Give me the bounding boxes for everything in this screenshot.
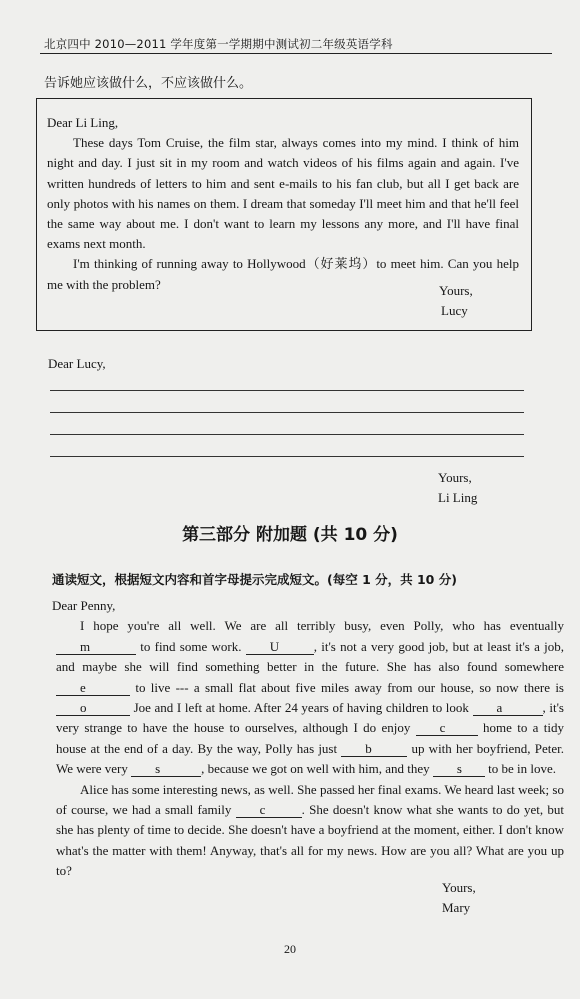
writing-line[interactable] xyxy=(50,412,524,413)
letter-closing: Yours, xyxy=(439,283,473,298)
passage-text: up with her boyfriend, Peter. We were very xyxy=(56,740,564,777)
passage-paragraph xyxy=(56,780,564,882)
passage-text: , it's very strange to have the house to ourselves, although I do enjoy xyxy=(56,700,564,736)
cloze-passage xyxy=(52,596,564,882)
cloze-blank-10[interactable]: c xyxy=(236,803,302,818)
writing-line[interactable] xyxy=(50,390,524,391)
cloze-blank-1[interactable]: m xyxy=(56,640,136,655)
passage-text: home to a tidy house at the end of a day. By the way, Polly has just xyxy=(56,720,564,756)
reply-greeting: Dear Lucy, xyxy=(48,356,106,371)
writing-line[interactable] xyxy=(50,456,524,457)
cloze-blank-5[interactable]: a xyxy=(473,701,543,716)
passage-text: Alice has some interesting news, as well. She passed her final exams. We heard last week; so of course, we had a small family xyxy=(56,781,564,818)
letter-body xyxy=(47,113,519,295)
passage-text: Joe and I left at home. After 24 years of having children to look xyxy=(130,700,473,716)
letter-paragraph: I'm thinking of running away to Hollywood（好莱坞）to meet him. Can you help me with the problem? xyxy=(47,256,519,292)
passage-text: to find some work. xyxy=(136,638,246,654)
cloze-blank-8[interactable]: s xyxy=(131,762,201,777)
letter-greeting: Dear Li Ling, xyxy=(47,115,119,130)
page-number: 20 xyxy=(284,942,296,956)
passage-text: I hope you're all well. We are all terribly busy, even Polly, who has eventually xyxy=(80,618,564,634)
passage-text: to live --- a small flat about five miles away from our house, so now there is xyxy=(130,679,564,695)
writing-line[interactable] xyxy=(50,434,524,435)
section-instruction: 通读短文，根据短文内容和首字母提示完成短文。(每空 1 分，共 10 分) xyxy=(52,572,457,587)
reply-closing: Yours, xyxy=(438,470,472,485)
writing-instruction: 告诉她应该做什么，不应该做什么。 xyxy=(44,76,253,91)
passage-text: . She doesn't know what she wants to do yet, but she has plenty of time to decide. She doesn't have a boyfriend at the moment, either. I don't know what's the matter with them! Anyway, that's all for my news. How are you all? What are you up to? xyxy=(56,802,564,879)
section-title: 第三部分 附加题 (共 10 分) xyxy=(182,525,398,545)
passage-signature: Mary xyxy=(442,900,471,915)
passage-text: , it's not a very good job, but at least it's a job, and maybe she will find something better in the future. She has also found somewhere xyxy=(56,638,564,675)
passage-text: , because we got on well with him, and they xyxy=(201,761,433,777)
passage-closing: Yours, xyxy=(442,880,476,895)
passage-greeting: Dear Penny, xyxy=(52,598,116,613)
passage-text: to be in love. xyxy=(484,761,557,777)
reply-signature: Li Ling xyxy=(438,490,478,505)
page-header: 北京四中 2010—2011 学年度第一学期期中测试初二年级英语学科 xyxy=(44,37,393,51)
letter-signature: Lucy xyxy=(441,303,468,318)
letter-paragraph: These days Tom Cruise, the film star, always comes into my mind. I think of him night and day. I just sit in my room and watch videos of his films again and again. I've written hundreds of letters to him and sent e-mails to his fan club, but all I get back are only photos with his names on them. I dream that someday I'll meet him and that he'll feel the same way about me. I don't want to learn my lessons any more, and I'll have final exams next month. xyxy=(47,135,519,252)
cloze-blank-2[interactable]: U xyxy=(246,640,314,655)
passage-paragraph xyxy=(56,616,564,779)
header-rule xyxy=(40,53,552,54)
cloze-blank-3[interactable]: e xyxy=(56,681,130,696)
cloze-blank-7[interactable]: b xyxy=(341,742,407,757)
letter-box xyxy=(36,98,532,331)
cloze-blank-4[interactable]: o xyxy=(56,701,130,716)
cloze-blank-9[interactable]: s xyxy=(433,762,485,777)
cloze-blank-6[interactable]: c xyxy=(416,721,478,736)
